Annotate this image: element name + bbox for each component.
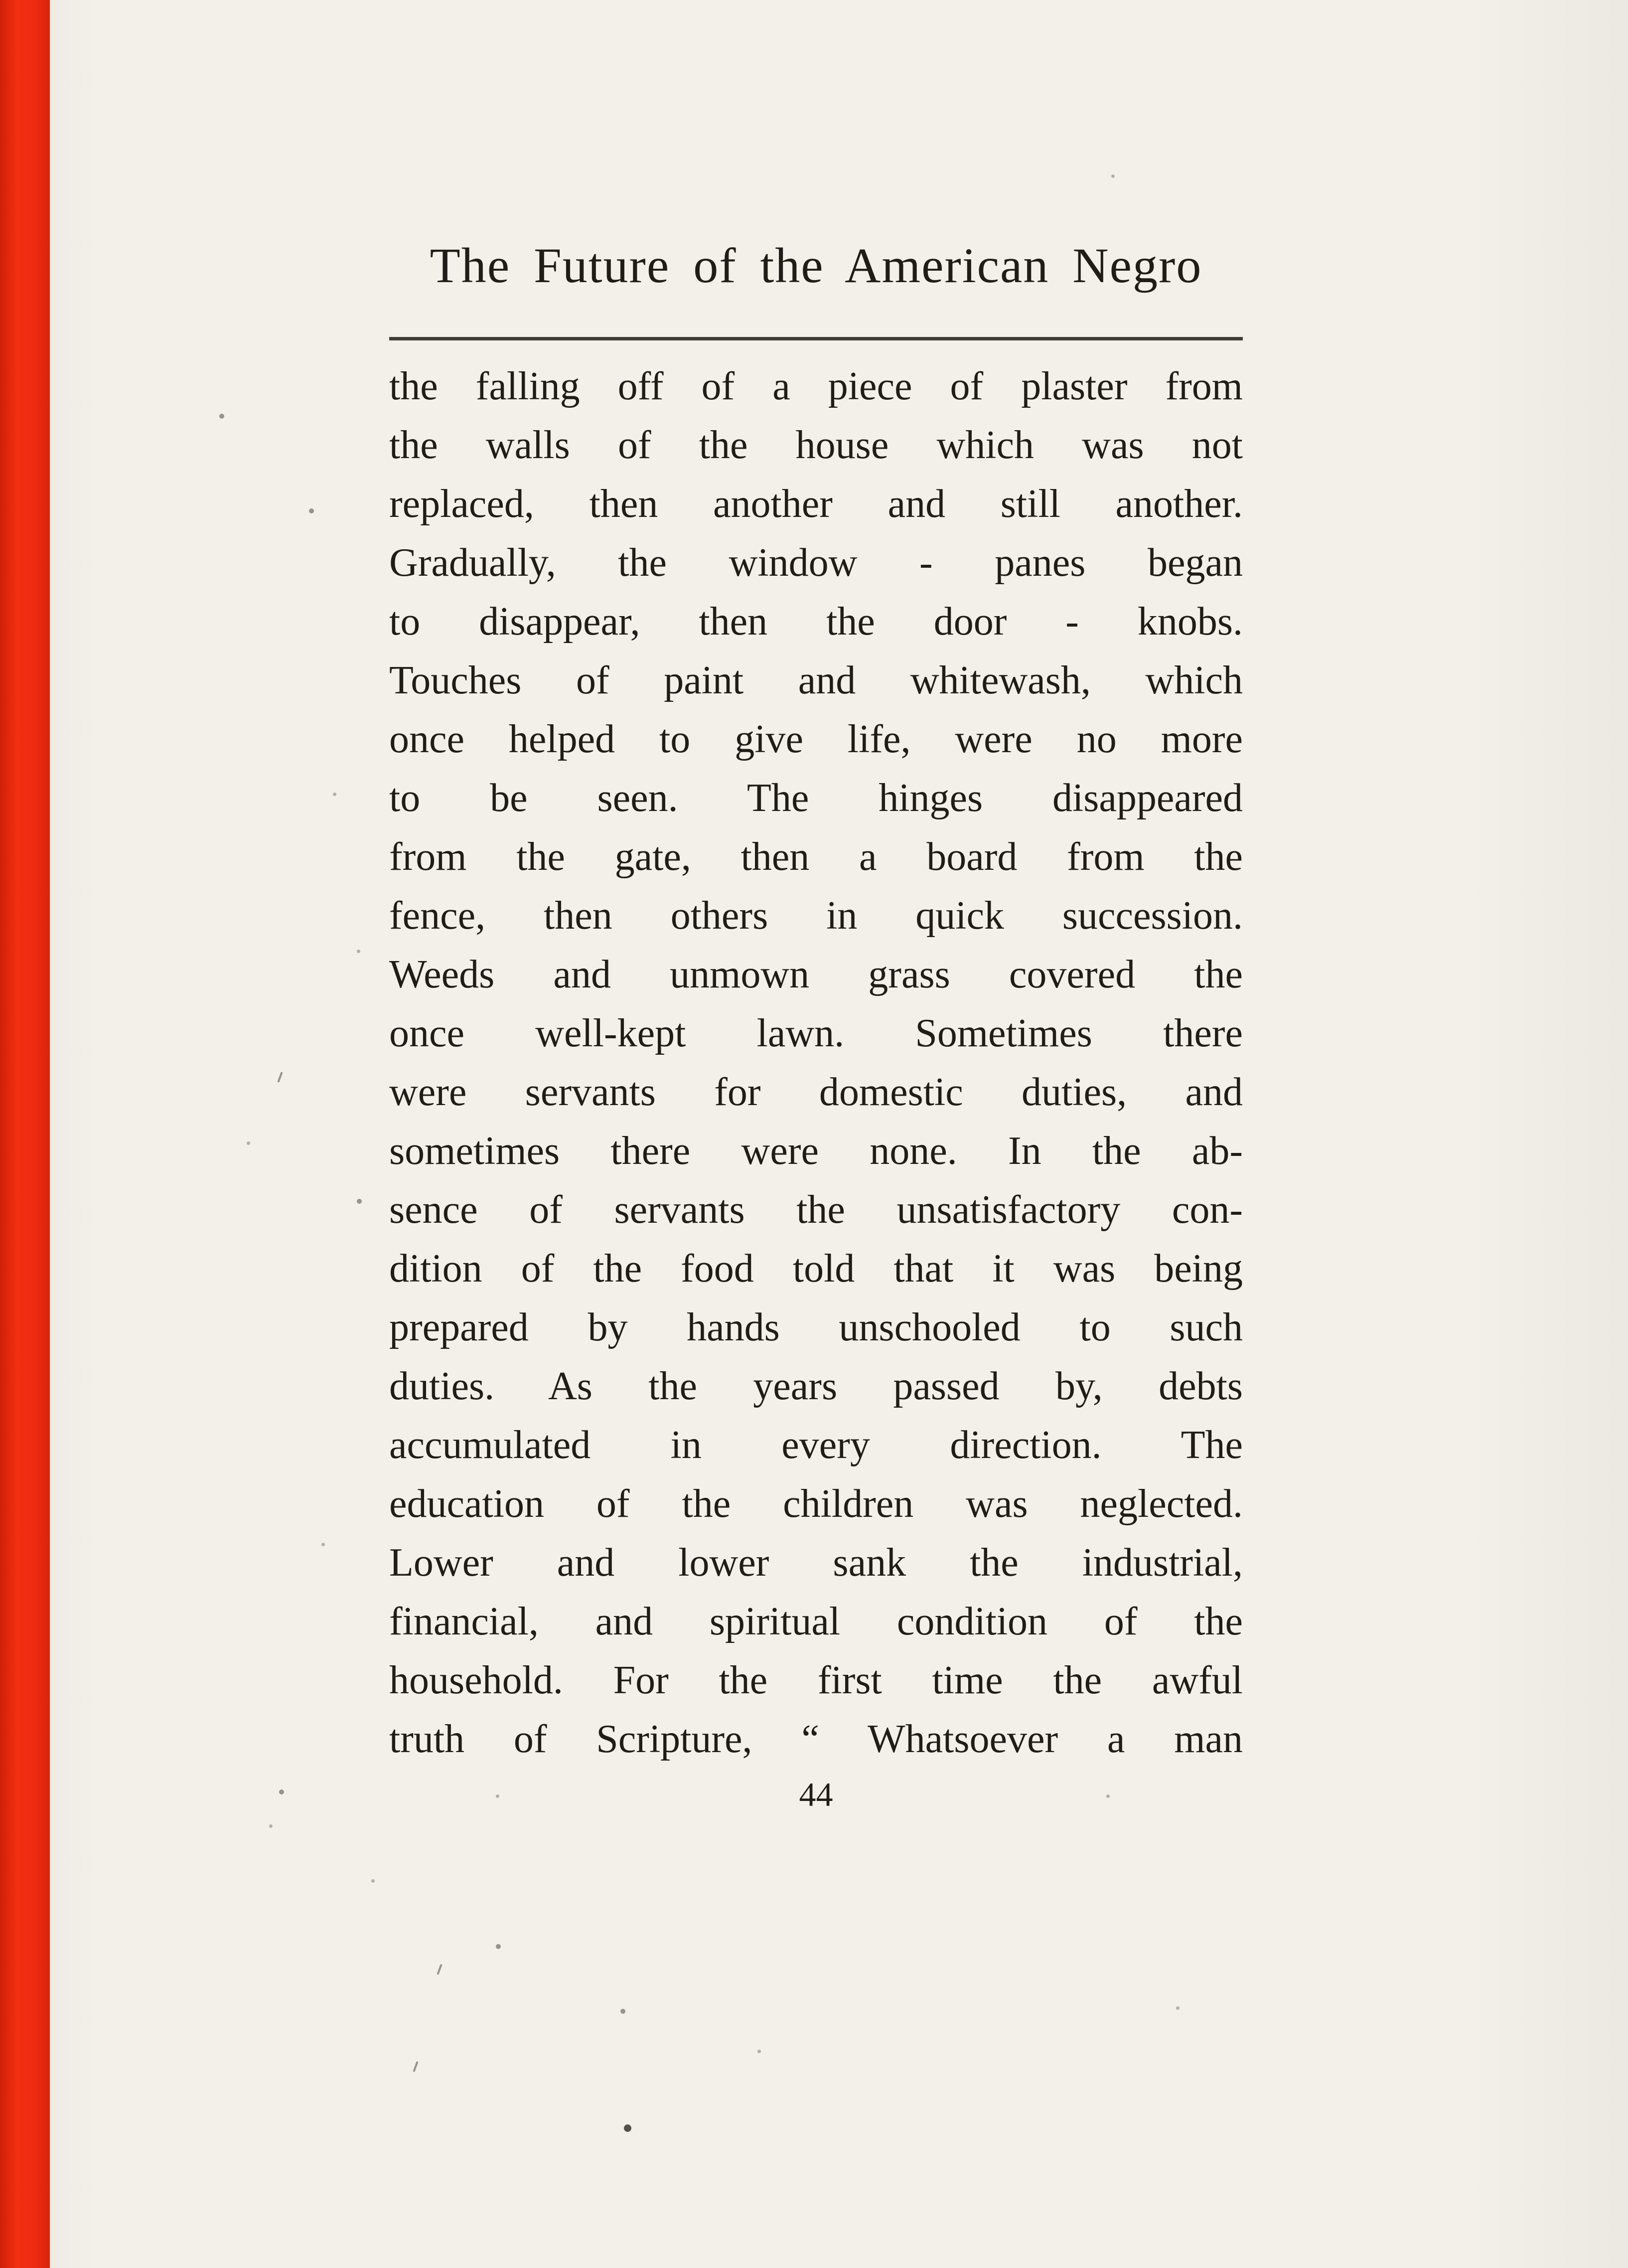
text-line: prepared by hands unschooled to such [389, 1305, 1243, 1349]
text-line: Weeds and unmown grass covered the [389, 953, 1243, 996]
scan-speck [757, 2050, 761, 2053]
header-rule [389, 337, 1243, 340]
scan-speck [321, 1543, 325, 1546]
scan-speck [496, 1794, 499, 1798]
scan-speck [371, 1879, 375, 1883]
text-line: fence, then others in quick succession. [389, 894, 1243, 938]
scan-speck [357, 950, 360, 953]
scan-speck [309, 508, 314, 513]
scan-speck [496, 1944, 501, 1949]
text-line: household. For the first time the awful [389, 1658, 1243, 1702]
scan-speck [1111, 174, 1115, 178]
text-line: sometimes there were none. In the ab- [389, 1129, 1243, 1173]
page-edge-red-stripe [0, 0, 50, 2268]
text-line: once well-kept lawn. Sometimes there [389, 1011, 1243, 1055]
scan-speck [357, 1199, 362, 1204]
scan-speck [277, 1072, 283, 1083]
text-line: from the gate, then a board from the [389, 835, 1243, 879]
text-line: dition of the food told that it was being [389, 1247, 1243, 1291]
body-text [389, 357, 1243, 1769]
scan-speck [279, 1789, 284, 1794]
scan-speck [247, 1141, 250, 1145]
text-line: were servants for domestic duties, and [389, 1070, 1243, 1114]
scan-speck [219, 414, 224, 419]
text-line: duties. As the years passed by, debts [389, 1364, 1243, 1408]
text-line: the falling off of a piece of plaster from [389, 364, 1243, 408]
scan-speck [1106, 1794, 1110, 1798]
scan-speck [620, 2009, 625, 2014]
scan-speck [269, 1824, 273, 1828]
text-line: to disappear, then the door - knobs. [389, 600, 1243, 644]
text-line: accumulated in every direction. The [389, 1423, 1243, 1467]
text-line: once helped to give life, were no more [389, 717, 1243, 761]
page-content [389, 0, 1243, 2268]
scan-speck [333, 793, 336, 796]
text-line: to be seen. The hinges disappeared [389, 776, 1243, 820]
page-number: 44 [799, 1776, 833, 1813]
running-head-title: The Future of the American Negro [430, 238, 1202, 293]
scan-speck [1176, 2006, 1180, 2010]
text-line: education of the children was neglected. [389, 1482, 1243, 1526]
text-line: the walls of the house which was not [389, 423, 1243, 467]
text-line: Lower and lower sank the industrial, [389, 1541, 1243, 1585]
text-line: Touches of paint and whitewash, which [389, 658, 1243, 702]
text-line: Gradually, the window - panes began [389, 541, 1243, 585]
text-line: sence of servants the unsatisfactory con- [389, 1188, 1243, 1232]
text-line: replaced, then another and still another. [389, 482, 1243, 526]
text-line: truth of Scripture, “ Whatsoever a man [389, 1717, 1243, 1761]
scan-speck [624, 2124, 631, 2132]
text-line: financial, and spiritual condition of the [389, 1600, 1243, 1643]
